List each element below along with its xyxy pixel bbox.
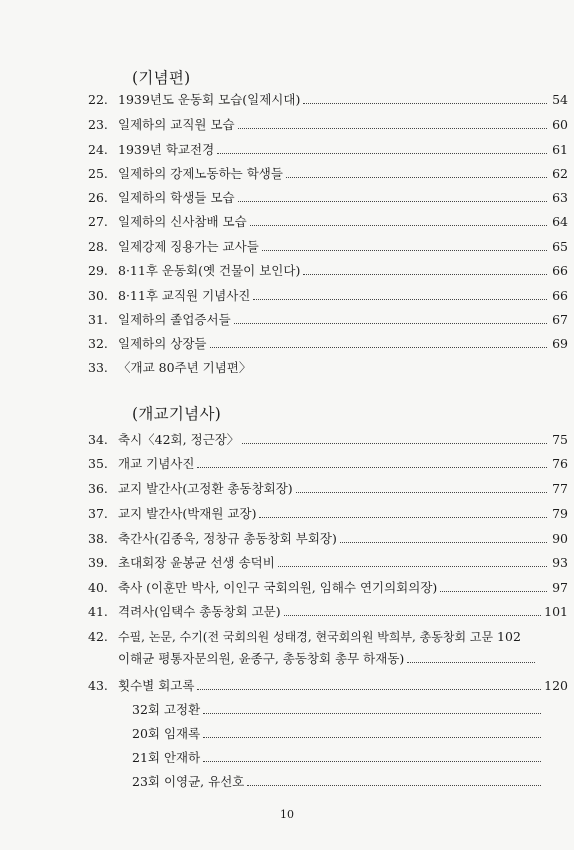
entry-title-continuation: 이해균 평통자문의원, 윤종구, 총동창회 총무 하재동) xyxy=(118,651,405,666)
toc-entry xyxy=(88,454,568,474)
toc-entry xyxy=(88,140,568,160)
entry-number: 43. xyxy=(88,678,108,693)
entry-title: 교지 발간사(고정환 총동창회장) xyxy=(118,481,293,496)
dot-leader xyxy=(197,467,547,468)
toc-entry xyxy=(88,188,568,208)
entry-page: 93 xyxy=(552,555,568,570)
entry-number: 27. xyxy=(88,214,108,229)
entry-page: 97 xyxy=(552,580,568,595)
sub-entry-title: 20회 임재록 xyxy=(132,726,201,741)
toc-entry xyxy=(88,164,568,184)
entry-title: 축간사(김종욱, 정창규 총동창회 부회장) xyxy=(118,531,337,546)
toc-entry xyxy=(88,90,568,110)
entry-title: 일제하의 상장들 xyxy=(118,336,207,351)
entry-title: 일제하의 강제노동하는 학생들 xyxy=(118,166,283,181)
toc-entry xyxy=(88,334,568,354)
entry-page: 54 xyxy=(552,92,568,107)
dot-leader xyxy=(284,615,542,616)
sub-entry-title: 23회 이영균, 유선호 xyxy=(132,774,245,789)
entry-number: 28. xyxy=(88,239,108,254)
dot-leader xyxy=(210,347,548,348)
entry-number: 34. xyxy=(88,432,108,447)
toc-sub-entry xyxy=(132,700,544,720)
entry-page: 120 xyxy=(544,678,568,693)
entry-title: 일제강제 징용가는 교사들 xyxy=(118,239,259,254)
dot-leader xyxy=(197,689,541,690)
entry-number: 30. xyxy=(88,288,108,303)
entry-number: 22. xyxy=(88,92,108,107)
entry-page: 66 xyxy=(552,263,568,278)
entry-title: 일제하의 교직원 모습 xyxy=(118,117,235,132)
entry-number: 42. xyxy=(88,629,108,644)
entry-number: 32. xyxy=(88,336,108,351)
dot-leader xyxy=(250,225,547,226)
entry-number: 38. xyxy=(88,531,108,546)
entry-title: 초대회장 윤봉균 선생 송덕비 xyxy=(118,555,275,570)
entry-page: 66 xyxy=(552,288,568,303)
dot-leader xyxy=(303,103,547,104)
entry-title: 축사 (이훈만 박사, 이인구 국회의원, 임해수 연기의회의장) xyxy=(118,580,438,595)
sub-entry-title: 32회 고정환 xyxy=(132,702,201,717)
dot-leader xyxy=(203,737,541,738)
entry-number: 40. xyxy=(88,580,108,595)
dot-leader xyxy=(242,443,547,444)
entry-number: 37. xyxy=(88,506,108,521)
toc-entry xyxy=(88,286,568,306)
dot-leader xyxy=(286,177,547,178)
entry-number: 41. xyxy=(88,604,108,619)
entry-title: 횟수별 회고록 xyxy=(118,678,195,693)
toc-entry xyxy=(88,578,568,598)
entry-title: 축시〈42회, 정근장〉 xyxy=(118,432,240,447)
entry-page: 76 xyxy=(552,456,568,471)
entry-number: 31. xyxy=(88,312,108,327)
dot-leader xyxy=(203,761,541,762)
dot-leader xyxy=(407,662,535,663)
toc-entry xyxy=(88,237,568,257)
toc-entry xyxy=(88,115,568,135)
entry-title: 수필, 논문, 수기(전 국회의원 성태경, 현국회의원 박희부, 총동창회 고문 xyxy=(118,630,494,644)
entry-title: 1939년도 운동회 모습(일제시대) xyxy=(118,92,301,107)
toc-entry xyxy=(88,504,568,524)
toc-entry xyxy=(88,261,568,281)
dot-leader xyxy=(278,566,547,567)
entry-title: 격려사(임택수 총동창회 고문) xyxy=(118,604,281,619)
dot-leader xyxy=(234,323,547,324)
dot-leader xyxy=(262,250,547,251)
section-title-anniversary: (개교기념사) xyxy=(132,405,222,423)
entry-number: 24. xyxy=(88,142,108,157)
entry-page: 101 xyxy=(544,604,568,619)
toc-entry xyxy=(88,602,568,622)
entry-page: 69 xyxy=(552,336,568,351)
dot-leader xyxy=(296,492,547,493)
entry-title: 8·11후 운동회(옛 건물이 보인다) xyxy=(118,263,301,278)
toc-entry-continuation xyxy=(118,649,538,669)
entry-page: 67 xyxy=(552,312,568,327)
entry-page: 63 xyxy=(552,190,568,205)
entry-title: 8·11후 교직원 기념사진 xyxy=(118,288,251,303)
dot-leader xyxy=(217,153,547,154)
entry-page: 90 xyxy=(552,531,568,546)
entry-page: 60 xyxy=(552,117,568,132)
entry-page: 64 xyxy=(552,214,568,229)
entry-number: 35. xyxy=(88,456,108,471)
entry-page: 62 xyxy=(552,166,568,181)
entry-number: 36. xyxy=(88,481,108,496)
entry-page: 61 xyxy=(552,142,568,157)
toc-entry xyxy=(88,358,568,378)
entry-page: 65 xyxy=(552,239,568,254)
toc-entry xyxy=(88,430,568,450)
entry-number: 29. xyxy=(88,263,108,278)
dot-leader xyxy=(253,299,547,300)
toc-entry xyxy=(88,627,568,647)
sub-entry-title: 21회 안재하 xyxy=(132,750,201,765)
entry-number: 23. xyxy=(88,117,108,132)
dot-leader xyxy=(303,274,547,275)
toc-entry xyxy=(88,310,568,330)
dot-leader xyxy=(247,785,541,786)
toc-sub-entry xyxy=(132,748,544,768)
entry-number: 26. xyxy=(88,190,108,205)
dot-leader xyxy=(259,517,547,518)
entry-title: 〈개교 80주년 기념편〉 xyxy=(118,360,252,375)
dot-leader xyxy=(238,128,547,129)
entry-title: 일제하의 신사참배 모습 xyxy=(118,214,247,229)
toc-entry xyxy=(88,676,568,696)
entry-page: 79 xyxy=(552,506,568,521)
entry-number: 33. xyxy=(88,360,108,375)
dot-leader xyxy=(340,542,547,543)
toc-entry xyxy=(88,553,568,573)
entry-title: 교지 발간사(박재원 교장) xyxy=(118,506,257,521)
entry-number: 25. xyxy=(88,166,108,181)
toc-sub-entry xyxy=(132,724,544,744)
toc-sub-entry xyxy=(132,772,544,792)
toc-entry xyxy=(88,529,568,549)
toc-entry xyxy=(88,212,568,232)
section-title-memorial: (기념편) xyxy=(132,69,191,87)
entry-page: 102 xyxy=(497,629,521,644)
entry-title: 일제하의 학생들 모습 xyxy=(118,190,235,205)
entry-title: 일제하의 졸업증서들 xyxy=(118,312,231,327)
dot-leader xyxy=(238,201,547,202)
entry-title: 개교 기념사진 xyxy=(118,456,195,471)
toc-entry xyxy=(88,479,568,499)
entry-page: 75 xyxy=(552,432,568,447)
page-number: 10 xyxy=(280,808,294,821)
entry-title: 1939년 학교전경 xyxy=(118,142,215,157)
dot-leader xyxy=(203,713,541,714)
entry-number: 39. xyxy=(88,555,108,570)
dot-leader xyxy=(440,591,547,592)
entry-page: 77 xyxy=(552,481,568,496)
